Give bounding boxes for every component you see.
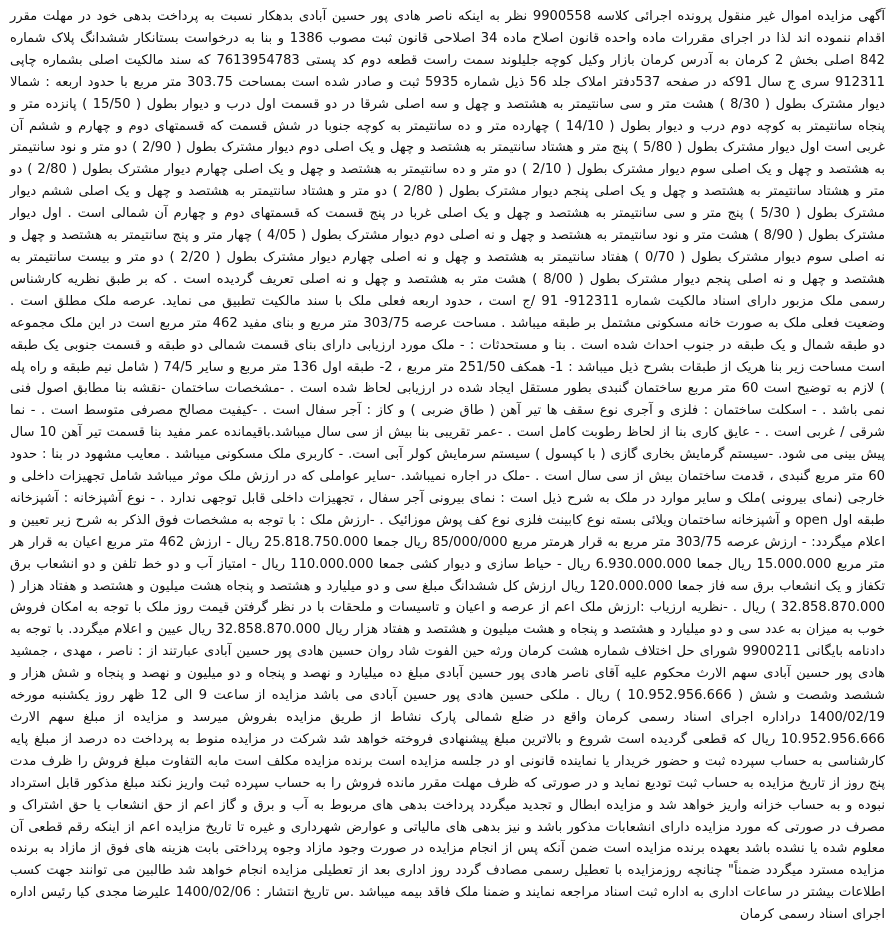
auction-notice-text: آگهی مزایده اموال غیر منقول پرونده اجرائی کلاسه 9900558 نظر به اینکه ناصر هادی پور حسین آبادی بدهکار نسبت به پرداخت بدهی خود در مهلت مقرر اقدام ننموده اند لذا در اجرای مقررات ماده واحده قانون اصلاح ماده 34 اصلاحی قانون ثبت مصوب 1386 و بنا به درخواست بستانکار ششدانگ پلاک شماره 842 اصلی بخش 2 کرمان به آدرس کرمان بازار وکیل کوچه جلیلوند سمت راست قطعه دوم کد پستی 7613954783 که سند مالکیت اصلی بشماره چاپی 912311 سری ج سال 91که در صفحه 537دفتر املاک جلد 56 ذیل شماره 5935 ثبت و صادر شده است بمساحت 303.75 متر مربع با حدود اربعه : شمالا دیوار مشترک بطول ( 8/30 ) هشت متر و سی سانتیمتر به هشتصد و چهل و سه اصلی شرقا در دو قسمت اول درب و دیوار بطول ( 15/50 ) پانزده متر و پنجاه سانتیمتر به کوچه دوم درب و دیوار بطول ( 14/10 ) چهارده متر و ده سانتیمتر به کوچه جنوبا در شش قسمت که قسمتهای دوم و چهارم و ششم آن غربی است اول دیوار مشترک بطول ( 5/80 ) پنج متر و هشتاد سانتیمتر به هشتصد و چهل و یک اصلی دوم دیوار مشترک بطول ( 2/90 ) دو متر و نود سانتیمتر به هشتصد و چهل و یک اصلی سوم دیوار مشترک بطول ( 2/10 ) دو متر و ده سانتیمتر به هشتصد و چهل و یک اصلی چهارم دیوار مشترک بطول ( 2/80 ) دو متر و هشتاد سانتیمتر به هشتصد و چهل و یک اصلی پنجم دیوار مشترک بطول ( 2/80 ) دو متر و هشتاد سانتیمتر به هشتصد و چهل و یک اصلی ششم دیوار مشترک بطول ( 5/30 ) پنج متر و سی سانتیمتر به هشتصد و چهل و یک اصلی غربا در پنج قسمت که قسمتهای دوم و چهارم آن شمالی است . اول دیوار مشترک بطول ( 8/90 ) هشت متر و نود سانتیمتر به هشتصد و چهل و نه اصلی دوم دیوار مشترک بطول ( 4/05 ) چهار متر و پنج سانتیمتر به هشتصد و چهل و نه اصلی سوم دیوار مشترک بطول ( 0/70 ) هفتاد سانتیمتر به هشتصد و چهل و نه اصلی چهارم دیوار مشترک بطول ( 2/20 ) دو متر و بیست سانتیمتر به هشتصد و چهل و نه اصلی پنجم دیوار مشترک بطول ( 8/00 ) هشت متر به هشتصد و چهل و نه اصلی تعریف گردیده است . که بر طبق نظریه کارشناس رسمی ملک مزبور دارای اسناد مالکیت شماره 912311- 91 /ج است ، حدود اربعه فعلی ملک با سند مالکیت تطبیق می نماید. عرصه ملک مطلق است . وضعیت فعلی ملک به صورت خانه مسکونی مشتمل بر طبقه میباشد . مساحت عرصه 303/75 متر مربع و بنای مفید 462 متر مربع است در این ملک مجموعه دو طبقه شمال و یک طبقه در جنوب احداث شده است . بنا و مستحدثات : - ملک مورد ارزیابی دارای بنای قسمت شمالی دو طبقه و قسمت جنوبی یک طبقه است مساحت زیر بنا هریک از طبقات بشرح ذیل میباشد : 1- همکف 251/50 متر مربع ، 2- طبقه اول 136 متر مربع و سایر 74/5 ( شامل نیم طبقه و راه پله ) لازم به توضیح است 60 متر مربع ساختمان گنبدی بطور مستقل ایجاد شده در ارزیابی لحاظ شده است . -مشخصات ساختمان -نقشه بنا مطابق اصول فنی نمی باشد . - اسکلت ساختمان : فلزی و آجری نوع سقف ها تیر آهن ( طاق ضربی ) و کاز : آجر سفال است . -کیفیت مصالح مصرفی متوسط است . - نما شرقی / غربی است . - عایق کاری بنا از لحاظ رطوبت کامل است . -عمر تقریبی بنا بیش از سی سال میباشد.باقیمانده عمر مفید بنا قسمت تیر آهن 10 سال پیش بینی می شود. -سیستم گرمایش بخاری گازی ( با کپسول ) سیستم سرمایش کولر آبی است. - کاربری ملک مسکونی میباشد . معایب مشهود در بنا : حدود 60 متر مربع گنبدی ، قدمت ساختمان بیش از سی سال است . -ملک در اجاره نمیباشد. -سایر عواملی که در ارزش ملک موثر میباشد شامل تجهیزات داخلی و خارجی (نمای بیرونی )ملک و سایر موارد در ملک به شرح ذیل است : نمای بیرونی آجر سفال ، تجهیزات داخلی قابل توجهی ندارد . - نوع آشپزخانه : آشپزخانه طبقه اول open و آشپزخانه ساختمان ویلائی بسته نوع کابینت فلزی نوع کف پوش موزائیک . -ارزش ملک : با توجه به مشخصات فوق الذکر به شرح زیر تعیین و اعلام میگردد: - ارزش عرصه 303/75 متر مربع به قرار هرمتر مربع 85/000/000 ریال جمعا 25.818.750.000 ریال - ارزش 462 متر مربع اعیان به قرار هر متر مربع 15.000.000 ریال جمعا 6.930.000.000 ریال - حیاط سازی و دیوار کشی جمعا 110.000.000 ریال - امتیاز آب و دو خط تلفن و دو انشعاب برق تکفاز و یک انشعاب برق سه فاز جمعا 120.000.000 ریال ارزش کل ششدانگ مبلغ سی و دو میلیارد و هشتصد و پنجاه هشت میلیون و هشتصد و هفتاد هزار ( 32.858.870.000 ) ریال . -نظریه ارزیاب :ارزش ملک اعم از عرصه و اعیان و تاسیسات و ملحقات با در نظر گرفتن قیمت روز ملک با توجه به امکان فروش خوب به میزان به عدد سی و دو میلیارد و هشتصد و پنجاه و هشت میلیون و هشتصد و هفتاد هزار ریال 32.858.870.000 ریال عیین و اعلام میگردد. با توجه به دادنامه بایگانی 9900211 شورای حل اختلاف شماره هشت کرمان ورثه حین الفوت شاد روان حسین هادی پور حسین آبادی عبارتند از : ناصر ، مهدی ، جمشید هادی پور حسین آبادی سهم الارث محکوم علیه آقای ناصر هادی پور حسین آبادی مبلغ ده میلیارد و نهصد و پنجاه و دو میلیون و نهصد و پنجاه و شش هزار و ششصد وشصت و شش ( 10.952.956.666 ) ریال . ملکی حسین هادی پور حسین آبادی می باشد مزایده از ساعت 9 الی 12 ظهر روز یکشنبه مورخه 1400/02/19 دراداره اجرای اسناد رسمی کرمان واقع در ضلع شمالی پارک نشاط از طریق مزایده بفروش میرسد و مزایده از مبلغ سهم الارث 10.952.956.666 ریال که قطعی گردیده است شروع و بالاترین مبلغ پیشنهادی فروخته خواهد شد شرکت در مزایده منوط به پرداخت ده درصد از مبلغ پایه کارشناسی به حساب سپرده ثبت و حضور خریدار یا نماینده قانونی او در جلسه مزایده است برنده مزایده مکلف است مابه التفاوت مبلغ فروش را ظرف مدت پنج روز از تاریخ مزایده به حساب ثبت تودیع نماید و در صورتی که ظرف مهلت مقرر مانده فروش را به حساب سپرده ثبت واریز نکند مبلغ مذکور قابل استرداد نبوده و به حساب خزانه واریز خواهد شد و مزایده ابطال و تجدید میگردد پرداخت بدهی های مربوط به آب و برق و گاز اعم از حق انشعاب یا حق اشتراک و مصرف در صورتی که مورد مزایده دارای انشعابات مذکور باشد و نیز بدهی های مالیاتی و عوارض شهرداری و غیره تا تاریخ مزایده اعم از اینکه رقم قطعی آن معلوم شده یا نشده باشد بعهده برنده مزایده است ضمن آنکه پس از انجام مزایده در صورت وجود مازاد وجوه پرداختی بابت هزینه های فوق از مازاد به برنده مزایده مسترد میگردد ضمناً" چنانچه روزمزایده با تعطیل رسمی مصادف گردد روز اداری بعد از تعطیلی مزایده انجام خواهد شد طالبین می توانند جهت کسب اطلاعات بیشتر در ساعات اداری به اداره ثبت اسناد مراجعه نمایند و ضمنا ملک فاقد بیمه میباشد .س تاریخ انتشار : 1400/02/06 علیرضا مجدی کیا رئیس اداره اجرای اسناد رسمی کرمان	[10, 9, 886, 923]
